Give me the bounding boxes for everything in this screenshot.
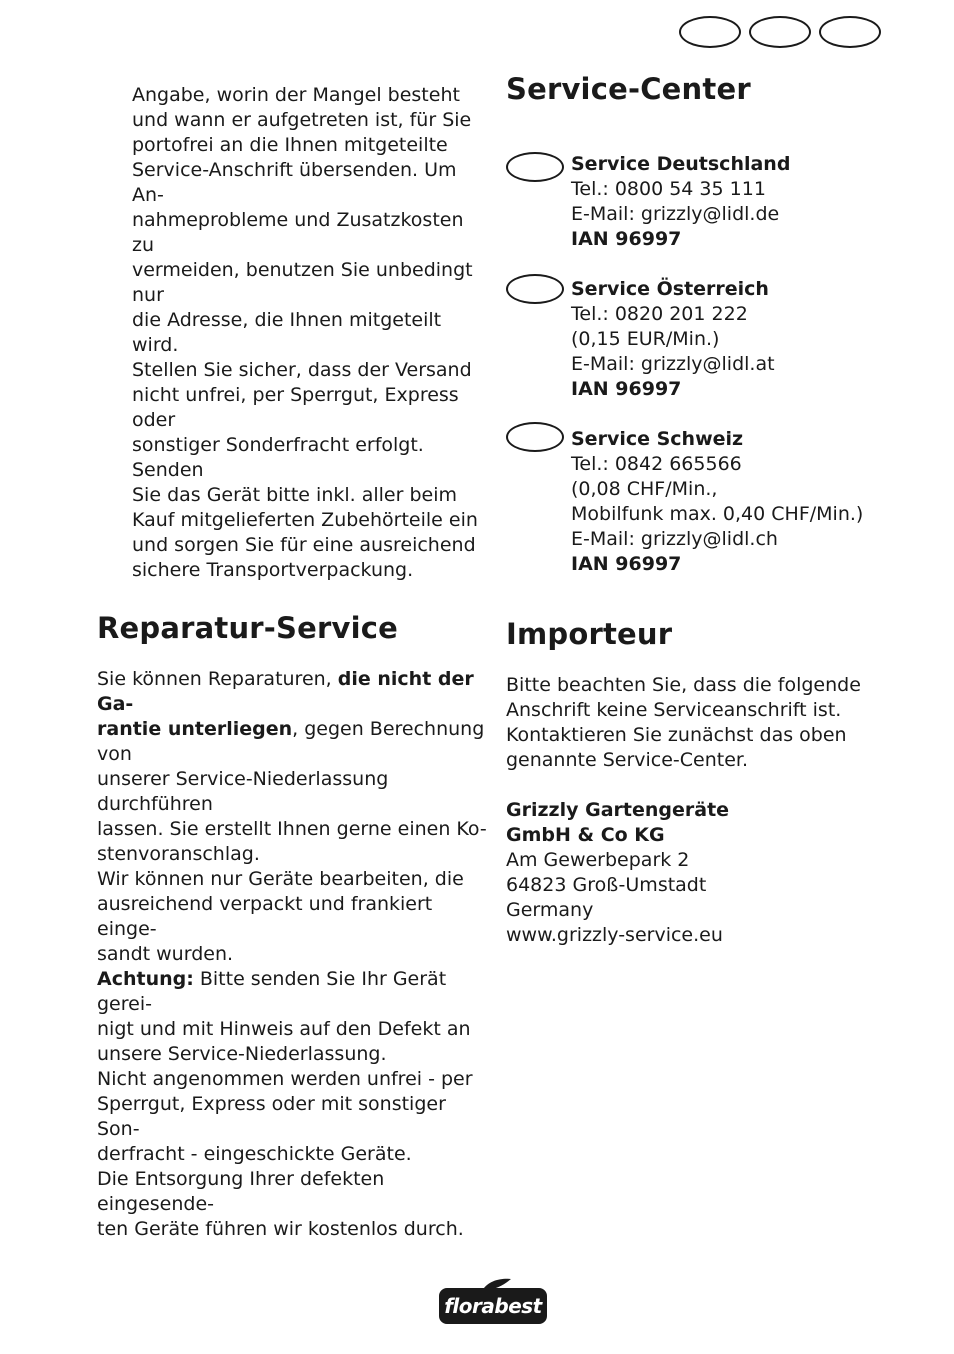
phone-number: Tel.: 0800 54 35 111 (571, 178, 766, 200)
text-line: nicht unfrei, per Sperrgut, Express oder (132, 384, 459, 431)
service-title: Service Deutschland (571, 153, 791, 175)
importer-address (506, 798, 926, 948)
country-oval (506, 152, 564, 182)
country-oval (506, 274, 564, 304)
city: 64823 Groß-Umstadt (506, 874, 707, 896)
text-run: Bitte senden Sie Ihr Gerät gerei- (97, 968, 447, 1015)
service-center-heading: Service-Center (506, 72, 751, 106)
service-germany-text (571, 152, 926, 252)
text-line: Kontaktieren Sie zunächst das oben (506, 724, 847, 746)
text-run: , gegen Berechnung von (97, 718, 485, 765)
service-title: Service Österreich (571, 278, 769, 300)
mobile-rate: Mobilfunk max. 0,40 CHF/Min.) (571, 503, 864, 525)
text-line: ten Geräte führen wir kostenlos durch. (97, 1218, 464, 1240)
importer-note (506, 673, 926, 773)
repair-service-heading: Reparatur-Service (97, 611, 399, 645)
language-oval-3 (819, 16, 881, 48)
text-line: lassen. Sie erstellt Ihnen gerne einen Ko- (97, 818, 487, 840)
bold-run: rantie unterliegen (97, 718, 293, 740)
company-legal-form: GmbH & Co KG (506, 824, 665, 846)
language-oval-2 (749, 16, 811, 48)
email: E-Mail: grizzly@lidl.ch (571, 528, 778, 550)
country: Germany (506, 899, 594, 921)
text-line: und sorgen Sie für eine ausreichend (132, 534, 476, 556)
ian-number: IAN 96997 (571, 228, 682, 250)
service-switzerland-text (571, 427, 926, 577)
company-name: Grizzly Gartengeräte (506, 799, 730, 821)
text-line: Sie das Gerät bitte inkl. aller beim (132, 484, 457, 506)
text-line: Die Entsorgung Ihrer defekten eingesende- (97, 1168, 385, 1215)
text-line: Angabe, worin der Mangel besteht (132, 84, 460, 106)
right-column (506, 72, 926, 948)
text-line: sichere Transportverpackung. (132, 559, 414, 581)
call-rate: (0,08 CHF/Min., (571, 478, 718, 500)
language-oval-1 (679, 16, 741, 48)
text-line: Nicht angenommen werden unfrei - per (97, 1068, 473, 1090)
florabest-logo (439, 1288, 547, 1324)
text-line (97, 717, 487, 767)
text-line: Anschrift keine Serviceanschrift ist. (506, 699, 842, 721)
warranty-continuation (97, 83, 487, 583)
text-line: Service-Anschrift übersenden. Um An- (132, 159, 457, 206)
text-line: derfracht - eingeschickte Geräte. (97, 1143, 412, 1165)
text-line: genannte Service-Center. (506, 749, 749, 771)
website-link[interactable]: www.grizzly-service.eu (506, 924, 723, 946)
text-line: nahmeprobleme und Zusatzkosten zu (132, 209, 464, 256)
phone-number: Tel.: 0820 201 222 (571, 303, 748, 325)
importer-heading: Importeur (506, 617, 673, 651)
text-line: Sperrgut, Express oder mit sonstiger Son- (97, 1093, 446, 1140)
call-rate: (0,15 EUR/Min.) (571, 328, 720, 350)
email: E-Mail: grizzly@lidl.at (571, 353, 775, 375)
text-line: die Adresse, die Ihnen mitgeteilt wird. (132, 309, 442, 356)
service-austria-text (571, 277, 926, 402)
logo-text: florabest (444, 1294, 542, 1318)
country-oval (506, 422, 564, 452)
text-line: Kauf mitgelieferten Zubehörteile ein (132, 509, 478, 531)
ian-number: IAN 96997 (571, 553, 682, 575)
text-line: Stellen Sie sicher, dass der Versand (132, 359, 472, 381)
text-line: ausreichend verpackt und frankiert einge- (97, 893, 433, 940)
warranty-text (132, 83, 487, 583)
text-line: Bitte beachten Sie, dass die folgende (506, 674, 861, 696)
street: Am Gewerbepark 2 (506, 849, 690, 871)
text-line: portofrei an die Ihnen mitgeteilte (132, 134, 448, 156)
text-line: und wann er aufgetreten ist, für Sie (132, 109, 472, 131)
text-line: unsere Service-Niederlassung. (97, 1043, 387, 1065)
service-switzerland (506, 427, 926, 577)
text-line: nigt und mit Hinweis auf den Defekt an (97, 1018, 471, 1040)
text-run: Sie können Reparaturen, (97, 668, 338, 690)
service-germany (506, 152, 926, 252)
text-line (97, 967, 487, 1017)
ian-number: IAN 96997 (571, 378, 682, 400)
text-line: stenvoranschlag. (97, 843, 260, 865)
text-line: unserer Service-Niederlassung durchführen (97, 768, 389, 815)
text-line: vermeiden, benutzen Sie unbedingt nur (132, 259, 473, 306)
language-ovals (679, 16, 881, 48)
repair-service-text (97, 667, 487, 1242)
phone-number: Tel.: 0842 665566 (571, 453, 742, 475)
text-line (97, 667, 487, 717)
bold-run: die nicht der Ga- (97, 668, 474, 715)
email: E-Mail: grizzly@lidl.de (571, 203, 780, 225)
text-line: sandt wurden. (97, 943, 234, 965)
text-line: sonstiger Sonderfracht erfolgt. Senden (132, 434, 424, 481)
service-austria (506, 277, 926, 402)
service-title: Service Schweiz (571, 428, 744, 450)
bold-run: Achtung: (97, 968, 194, 990)
left-column (97, 83, 487, 1242)
text-line: Wir können nur Geräte bearbeiten, die (97, 868, 464, 890)
